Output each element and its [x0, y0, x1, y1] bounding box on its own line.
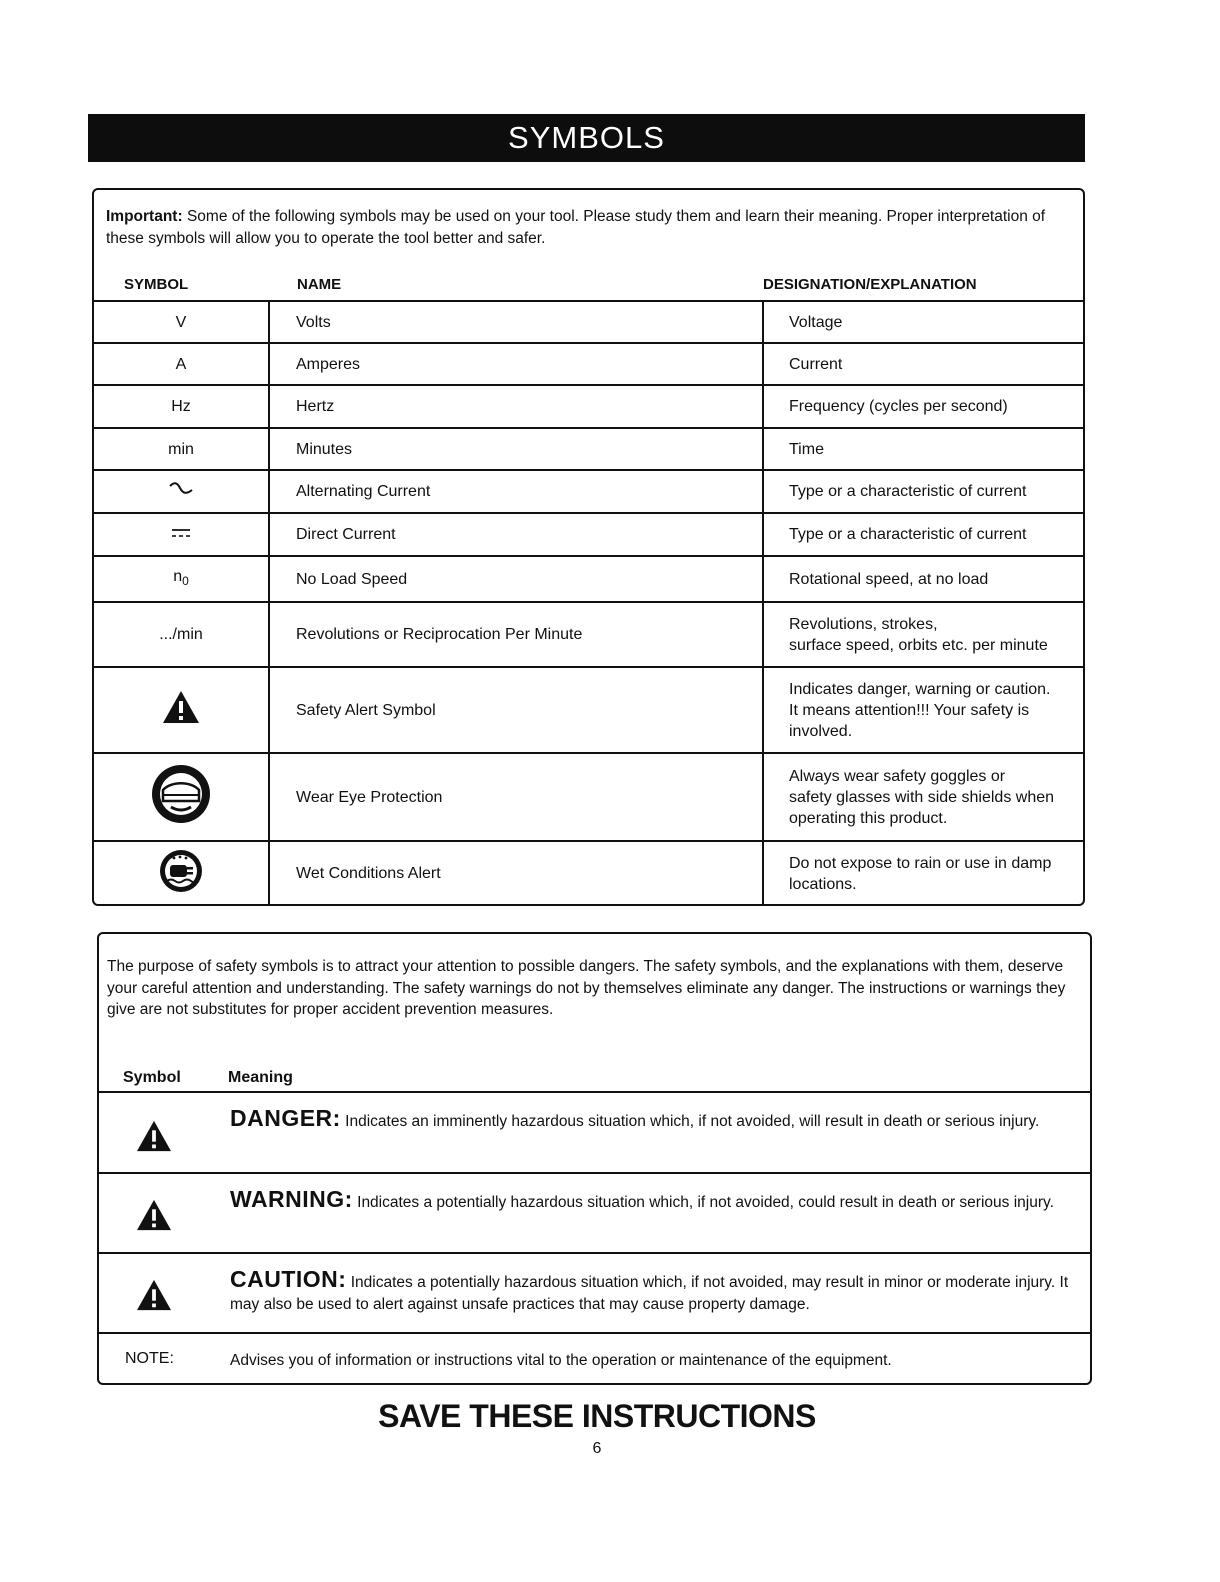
designation-cell [763, 841, 1083, 905]
designation-cell: Current [763, 343, 1083, 385]
designation-line: surface speed, orbits etc. per minute [789, 636, 1048, 654]
important-note [106, 206, 1076, 250]
name-cell: Amperes [269, 343, 763, 385]
page-number: 6 [592, 1440, 602, 1457]
caution-row [99, 1252, 1090, 1332]
symbol-cell [94, 753, 269, 841]
designation-cell: Type or a characteristic of current [763, 470, 1083, 513]
symbols-box [92, 188, 1085, 906]
symbols-table [94, 300, 1083, 905]
designation-line: involved. [789, 722, 853, 740]
name-cell: Minutes [269, 428, 763, 470]
name-cell: Revolutions or Reciprocation Per Minute [269, 602, 763, 667]
table-row [94, 428, 1083, 470]
designation-line: safety glasses with side shields when [789, 788, 1055, 806]
symbol-cell [94, 513, 269, 556]
symbol-n: n [173, 568, 183, 585]
name-cell: Wear Eye Protection [269, 753, 763, 841]
save-instructions: SAVE THESE INSTRUCTIONS [378, 1398, 816, 1434]
symbol-cell: .../min [94, 602, 269, 667]
symbol-cell: min [94, 428, 269, 470]
wet-conditions-icon [158, 848, 204, 894]
important-text: Some of the following symbols may be used on your tool. Please study them and learn their meaning. Proper interpretation of these symbols will allow you to operate the tool better and safer. [106, 208, 1046, 247]
symbol-cell [94, 841, 269, 905]
safety-alert-icon [135, 1278, 173, 1312]
purpose-paragraph: The purpose of safety symbols is to attract your attention to possible dangers. The safety symbols, and the explanations with them, deserve your careful attention and understanding. The safety warnings do not by themselves eliminate any danger. The instructions or warnings they give are not substitutes for proper accident prevention measures. [107, 958, 1066, 1018]
designation-cell: Rotational speed, at no load [763, 556, 1083, 602]
note-label: NOTE: [125, 1350, 174, 1367]
designation-cell: Frequency (cycles per second) [763, 385, 1083, 428]
table-row [94, 556, 1083, 602]
designation-cell: Time [763, 428, 1083, 470]
danger-text [230, 1107, 1080, 1133]
header-name: NAME [297, 276, 342, 293]
name-cell: Safety Alert Symbol [269, 667, 763, 753]
designation-cell [763, 753, 1083, 841]
designation-line: Always wear safety goggles or [789, 767, 1006, 785]
caution-text [230, 1268, 1080, 1316]
table-row [94, 343, 1083, 385]
symbol-subscript: 0 [182, 574, 189, 588]
warning-text [230, 1188, 1080, 1214]
name-cell: Volts [269, 301, 763, 343]
warning-row [99, 1172, 1090, 1252]
header-symbol: SYMBOL [124, 276, 189, 293]
warning-description: Indicates a potentially hazardous situation which, if not avoided, could result in death or serious injury. [352, 1194, 1054, 1211]
warning-word: WARNING: [230, 1186, 353, 1212]
designation-cell: Voltage [763, 301, 1083, 343]
name-cell: Alternating Current [269, 470, 763, 513]
eye-protection-icon [149, 761, 213, 827]
designation-cell [763, 602, 1083, 667]
note-row [99, 1332, 1090, 1384]
important-label: Important: [106, 208, 183, 225]
table-row [94, 470, 1083, 513]
name-cell: No Load Speed [269, 556, 763, 602]
table-row [94, 841, 1083, 905]
table-row [94, 667, 1083, 753]
symbol-cell [94, 667, 269, 753]
table-row [94, 753, 1083, 841]
name-cell: Wet Conditions Alert [269, 841, 763, 905]
danger-word: DANGER: [230, 1105, 341, 1131]
meaning-header-symbol: Symbol [123, 1069, 181, 1086]
table-row [94, 385, 1083, 428]
header-designation: DESIGNATION/EXPLANATION [763, 276, 977, 293]
alternating-current-icon [168, 481, 194, 497]
symbol-cell [94, 556, 269, 602]
symbol-cell: Hz [94, 385, 269, 428]
designation-line: Indicates danger, warning or caution. [789, 680, 1051, 698]
meaning-box [97, 932, 1092, 1385]
name-cell: Hertz [269, 385, 763, 428]
designation-line: Revolutions, strokes, [789, 615, 938, 633]
symbol-cell [94, 470, 269, 513]
safety-alert-icon [135, 1198, 173, 1232]
table-row [94, 513, 1083, 556]
danger-row [99, 1091, 1090, 1173]
direct-current-icon [170, 527, 192, 539]
note-text: Advises you of information or instructions vital to the operation or maintenance of the equipment. [230, 1352, 892, 1369]
safety-alert-icon [135, 1119, 173, 1153]
designation-cell: Type or a characteristic of current [763, 513, 1083, 556]
caution-word: CAUTION: [230, 1266, 347, 1292]
symbol-cell: V [94, 301, 269, 343]
table-row [94, 602, 1083, 667]
designation-line: Do not expose to rain or use in damp [789, 854, 1052, 872]
designation-cell [763, 667, 1083, 753]
meaning-header-meaning: Meaning [228, 1069, 293, 1086]
caution-description: Indicates a potentially hazardous situation which, if not avoided, may result in minor or moderate injury. It may also be used to alert against unsafe practices that may cause property damage. [230, 1274, 1069, 1313]
name-cell: Direct Current [269, 513, 763, 556]
page-title: SYMBOLS [88, 114, 1085, 162]
designation-line: operating this product. [789, 809, 948, 827]
table-row [94, 301, 1083, 343]
symbol-cell: A [94, 343, 269, 385]
danger-description: Indicates an imminently hazardous situation which, if not avoided, will result in death or serious injury. [340, 1113, 1040, 1130]
designation-line: It means attention!!! Your safety is [789, 701, 1030, 719]
safety-alert-icon [161, 689, 201, 725]
designation-line: locations. [789, 875, 857, 893]
